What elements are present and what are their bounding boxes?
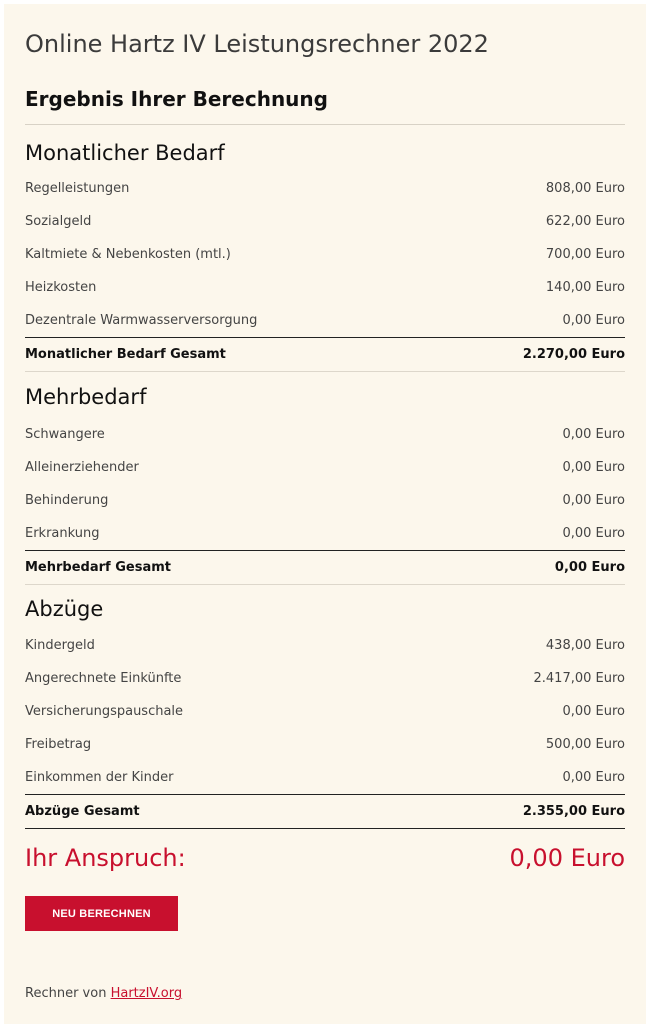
row-value: 0,00 Euro [562, 770, 625, 785]
section-divider [25, 584, 625, 585]
section-title-mehrbedarf: Mehrbedarf [25, 385, 147, 409]
row-value: 438,00 Euro [545, 638, 625, 653]
row-label: Versicherungspauschale [25, 704, 184, 719]
row-freibetrag [25, 728, 625, 761]
row-label: Schwangere [25, 427, 105, 442]
row-label: Dezentrale Warmwasserversorgung [25, 313, 258, 328]
row-alleinerziehender [25, 451, 625, 484]
section-divider [25, 371, 625, 372]
total-label: Monatlicher Bedarf Gesamt [25, 346, 226, 362]
row-label: Angerechnete Einkünfte [25, 671, 182, 686]
row-value: 0,00 Euro [562, 427, 625, 442]
row-behinderung [25, 484, 625, 517]
row-value: 622,00 Euro [545, 214, 625, 229]
row-sozialgeld [25, 205, 625, 238]
row-einkuenfte [25, 662, 625, 695]
row-value: 808,00 Euro [545, 181, 625, 196]
row-warmwasser [25, 304, 625, 337]
section-title-bedarf: Monatlicher Bedarf [25, 141, 225, 165]
footer-link[interactable]: HartzIV.org [110, 986, 183, 1001]
recalculate-button[interactable]: NEU BERECHNEN [25, 896, 178, 931]
total-label: Abzüge Gesamt [25, 803, 140, 819]
row-label: Regelleistungen [25, 181, 130, 196]
row-value: 700,00 Euro [545, 247, 625, 262]
row-value: 2.417,00 Euro [533, 671, 625, 686]
total-row-mehrbedarf [25, 550, 625, 583]
row-label: Einkommen der Kinder [25, 770, 174, 785]
row-value: 500,00 Euro [545, 737, 625, 752]
claim-label: Ihr Anspruch: [25, 844, 186, 872]
calculator-card [4, 4, 646, 1024]
row-heizkosten [25, 271, 625, 304]
row-label: Kindergeld [25, 638, 95, 653]
row-value: 0,00 Euro [562, 313, 625, 328]
row-value: 0,00 Euro [562, 526, 625, 541]
row-value: 140,00 Euro [545, 280, 625, 295]
row-versicherungspauschale [25, 695, 625, 728]
row-kindergeld [25, 629, 625, 662]
row-regelleistungen [25, 172, 625, 205]
footer-prefix: Rechner von [25, 986, 111, 1001]
claim-divider [25, 828, 625, 829]
row-schwangere [25, 418, 625, 451]
row-label: Alleinerziehender [25, 460, 139, 475]
app-title: Online Hartz IV Leistungsrechner 2022 [25, 30, 489, 58]
row-label: Sozialgeld [25, 214, 92, 229]
total-row-abzuege [25, 794, 625, 827]
row-kaltmiete [25, 238, 625, 271]
row-label: Behinderung [25, 493, 109, 508]
row-value: 0,00 Euro [562, 704, 625, 719]
section-title-abzuege: Abzüge [25, 597, 104, 621]
total-value: 2.355,00 Euro [522, 803, 625, 819]
total-label: Mehrbedarf Gesamt [25, 559, 171, 575]
total-value: 0,00 Euro [554, 559, 625, 575]
row-label: Kaltmiete & Nebenkosten (mtl.) [25, 247, 231, 262]
result-heading: Ergebnis Ihrer Berechnung [25, 87, 328, 111]
row-value: 0,00 Euro [562, 460, 625, 475]
total-row-bedarf [25, 337, 625, 370]
claim-value: 0,00 Euro [509, 844, 625, 872]
heading-divider [25, 124, 625, 125]
row-erkrankung [25, 517, 625, 550]
total-value: 2.270,00 Euro [522, 346, 625, 362]
footer [25, 986, 182, 1001]
row-value: 0,00 Euro [562, 493, 625, 508]
row-label: Heizkosten [25, 280, 97, 295]
row-label: Erkrankung [25, 526, 100, 541]
row-einkommen-kinder [25, 761, 625, 794]
row-label: Freibetrag [25, 737, 92, 752]
